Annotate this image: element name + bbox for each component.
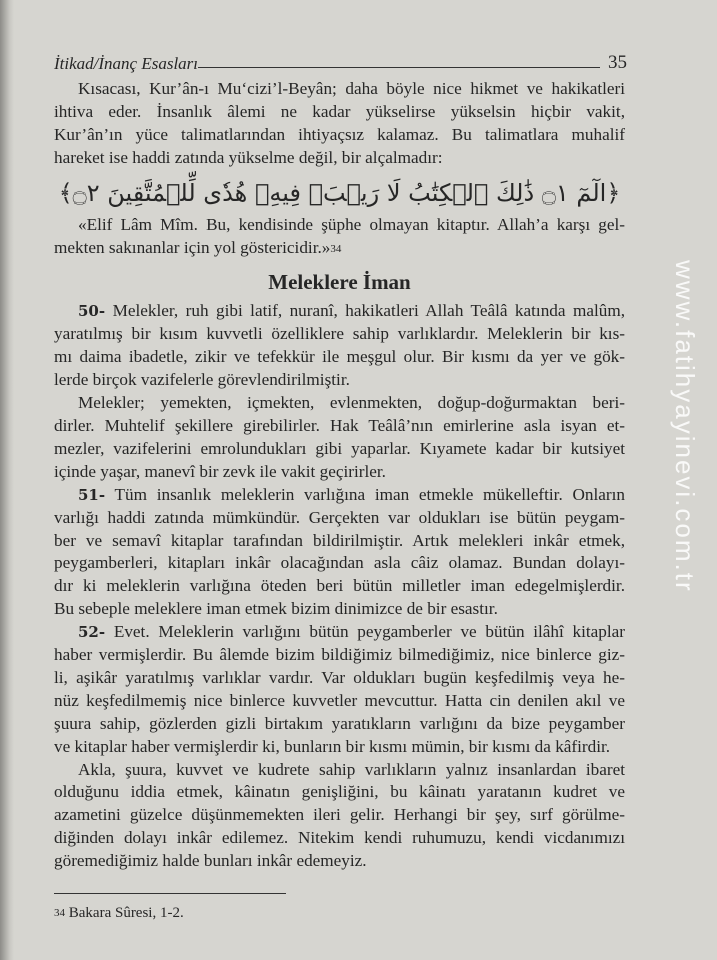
footnote-number: 34 [54,907,65,920]
line-text: Bu sebeple meleklere iman etmek bizim dinimizce de bir esastır. [54,599,498,619]
text-line [54,575,625,598]
line-text: ber ve semavî kitaplar tarafından bildirilmiştir. Artık melekleri inkâr etmek, [54,530,625,550]
paragraph [54,759,625,874]
running-header [54,48,625,74]
text-line [54,804,625,827]
text-line [54,461,625,484]
section-paragraphs [54,300,625,873]
footnote-ref[interactable]: 34 [330,242,342,255]
line-text: varlığı haddi zatında mümkündür. Gerçekten var oldukları ise bütün peygam- [54,507,625,527]
text-line [54,438,625,461]
text-line [54,507,625,530]
line-text: hareket ise haddi zatında yükselme değil, bir alçalmadır: [54,147,443,167]
watermark: www.fatihyayinevi.com.tr [670,260,700,593]
line-text: göremediğimiz halde bunları inkâr edemeyiz. [54,851,367,871]
text-line [54,147,625,170]
text-line [54,850,625,873]
line-text: dır ki meleklerin varlığına öteden beri bütün milletler iman edegelmişlerdir. [54,576,625,596]
text-line [54,323,625,346]
line-text: haber vermişlerdir. Bu âlemde bizim bildiğimiz bilmediğimiz, nice binlerce giz- [54,645,625,665]
text-line [54,690,625,713]
line-text: Melekler; yemekten, içmekten, evlenmekten, doğup-doğurmaktan beri- [78,393,625,413]
text-line [54,392,625,415]
line-text: peygamberleri, kitapları inkâr olacağından asla câiz olamaz. Bundan dolayı- [54,553,625,573]
line-text: azametini güzelce düşünmemekten ileri gelir. Herhangi bir şey, sırf görülme- [54,805,625,825]
text-line [54,598,625,621]
translation-line [54,237,625,261]
line-text: Evet. Meleklerin varlığını bütün peygamberler ve bütün ilâhî kitaplar [113,622,626,642]
line-text: lerde birçok vazifelerle görevlendirilmiştir. [54,370,350,390]
line-text: olduğunu iddia etmek, kâinatın genişliğini, bu kâinatı yaratanın kudret ve [54,782,625,802]
line-text: nüz keşfedilmemiş nice binlerce kuvvetler mevcuttur. Hatta cin denilen akıl ve [54,690,625,710]
paragraph [54,392,625,484]
line-text: şuura sahip, gözlerden gizli birtakım yaratıkların varlığını da bize peygamber [54,713,625,733]
line-text: Kur’ân’ın yüce talimatlarından ihtiyaçsız kalamaz. Bu talimatlara muhalif [54,124,625,144]
paragraph-number: 50- [78,302,106,321]
footnote-text: Bakara Sûresi, 1-2. [68,905,184,922]
verse-translation [54,214,625,261]
text-line [54,667,625,690]
page-body [54,78,625,923]
header-title: İtikad/İnanç Esasları [54,54,199,73]
intro-paragraphs [54,78,625,170]
footnote [54,903,625,923]
text-line [54,101,625,124]
text-line [54,346,625,369]
text-line [54,369,625,392]
line-text: Tüm insanlık meleklerin varlığına iman etmekle mükelleftir. Onların [114,484,625,504]
text-line [54,530,625,553]
text-line [54,759,625,782]
text-line [54,300,625,323]
line-text: li, aşikâr yaratılmış varlıklar vardır. Var oldukları bugün keşfedilmiş veya he- [54,667,625,687]
line-text: ve kitaplar haber vermişlerdir ki, bunların bir kısmı mümin, bir kısmı da kâfirdir. [54,736,611,756]
paragraph [54,621,625,758]
line-text: yaratılmış bir kısım kuvvetli özelliklere sahip varlıklardır. Meleklerin bir kıs- [54,324,625,344]
text-line [54,78,625,101]
line-text: mı daima ibadetle, zikir ve tefekkür ile meşgul olur. Bir kısmı da yer ve gök- [54,347,625,367]
text-line [54,644,625,667]
page-number: 35 [608,52,627,73]
paragraph [54,78,625,170]
arabic-verse: ﴿الٓمٓ ۝١ ذَٰلِكَ ٱلۡكِتَٰبُ لَا رَيۡبَۛ فِيهِۛ هُدٗى لِّلۡمُتَّقِينَ ۝٢﴾ [58,178,621,207]
text-line [54,484,625,507]
book-gutter [0,0,14,960]
paragraph [54,300,625,392]
line-text: dirler. Muhtelif şekillere girebilirler. Hak Teâlâ’nın emirlerine asla isyan et- [54,415,625,435]
text-line [54,827,625,850]
footnote-rule [54,893,286,894]
header-rule [198,67,600,68]
line-text: Melekler, ruh gibi latif, nuranî, hakikatleri Allah Teâlâ katında malûm, [112,301,625,321]
line-text: Akla, şuura, kuvvet ve kudrete sahip varlıkların yalnız insanlardan ibaret [78,759,625,779]
text-line [54,713,625,736]
section-heading: Meleklere İman [268,270,411,295]
translation-line: «Elif Lâm Mîm. Bu, kendisinde şüphe olmayan kitaptır. Allah’a karşı gel- [78,214,625,234]
line-text: içinde yaşar, manevî bir zevk ile vakit geçirirler. [54,461,386,481]
text-line [54,124,625,147]
line-text: Kısacası, Kur’ân-ı Mu‘cizi’l-Beyân; daha böyle nice hikmet ve hakikatleri [78,79,625,98]
book-page [54,48,625,923]
translation-text: mekten sakınanlar için yol göstericidir.» [54,237,331,257]
text-line [54,621,625,644]
paragraph-number: 51- [78,485,106,504]
text-line [54,552,625,575]
text-line [54,415,625,438]
paragraph-number: 52- [78,623,106,642]
line-text: ihtiva eder. İnsanlık âlemi ne kadar yükselirse yükselsin hiçbir vakit, [54,101,625,121]
text-line [54,781,625,804]
paragraph [54,484,625,621]
text-line [54,736,625,759]
line-text: mezler, vazifelerini emrolundukları gibi yaparlar. Kıyamete kadar bir kutsiyet [54,438,625,458]
line-text: diğinden dolayı inkâr edilemez. Nitekim kendi ruhumuzu, kendi vicdanımızı [54,828,625,848]
